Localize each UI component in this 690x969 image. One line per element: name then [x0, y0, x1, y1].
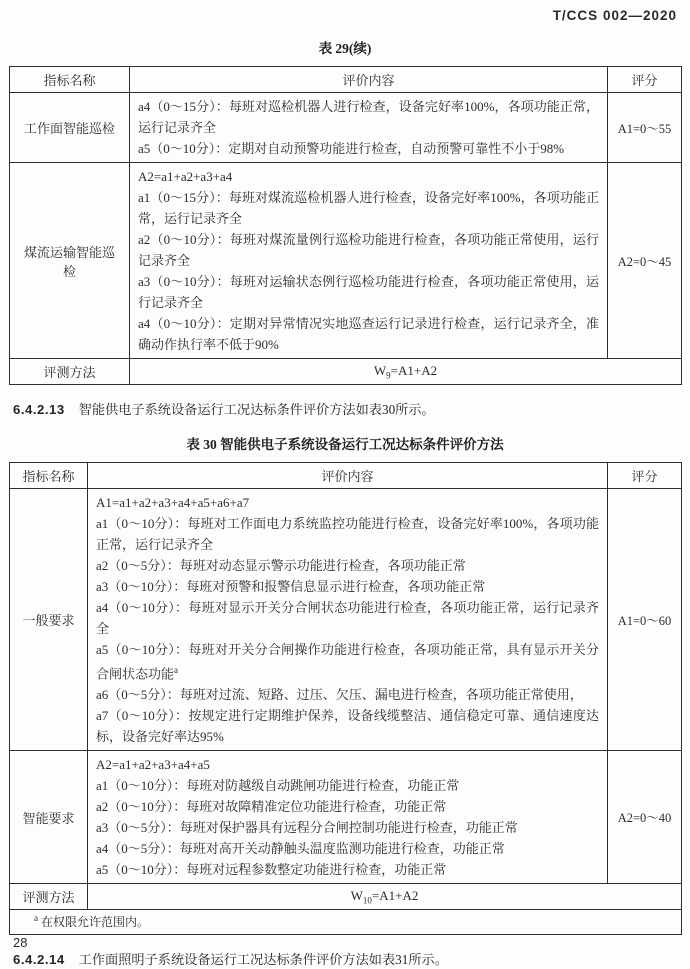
- col-header-content: 评价内容: [130, 67, 608, 93]
- criteria-cell: [88, 489, 608, 751]
- doc-code: T/CCS 002—2020: [552, 8, 677, 23]
- criteria-line: a3（0～10分）：每班对运输状态例行巡检功能进行检查，各项功能正常使用，运行记录齐全: [138, 274, 599, 310]
- col-header-score: 评分: [608, 463, 682, 489]
- criteria-line: a1（0～15分）：每班对煤流巡检机器人进行检查，设备完好率100%，各项功能正常，运行记录齐全: [138, 190, 599, 226]
- criteria-line: a5（0～10分）：定期对自动预警功能进行检查，自动预警可靠性不小于98%: [138, 141, 565, 156]
- formula-subscript: 9: [386, 370, 391, 381]
- criteria-line: a1（0～10分）：每班对防越级自动跳闸功能进行检查，功能正常: [96, 778, 460, 794]
- table29-title: 表 29(续): [318, 41, 372, 56]
- indicator-name: 煤流运输智能巡检: [10, 163, 130, 359]
- method-label: 评测方法: [10, 884, 88, 910]
- clause-text: 智能供电子系统设备运行工况达标条件评价方法如表30所示。: [78, 402, 435, 417]
- criteria-line: A1=a1+a2+a3+a4+a5+a6+a7: [96, 495, 250, 510]
- criteria-line: a4（0～10分）：定期对异常情况实地巡查运行记录进行检查，运行记录齐全，准确动作执行率不低于90%: [138, 316, 599, 352]
- table-row: [10, 93, 682, 163]
- table-row: [10, 163, 682, 359]
- clause-6-4-2-14: [13, 950, 677, 969]
- formula-subscript: 10: [362, 895, 372, 906]
- score-value: A1=0～60: [608, 489, 682, 751]
- criteria-cell: [130, 163, 608, 359]
- criteria-line: a4（0～5分）：每班对高开关动静触头温度监测功能进行检查，功能正常: [96, 841, 505, 857]
- method-formula: [130, 359, 682, 385]
- formula-rest: =A1+A2: [390, 362, 438, 378]
- formula-base: W: [350, 888, 363, 904]
- criteria-line: a5（0～10分）：每班对开关分合闸操作功能进行检查，各项功能正常，具有显示开关分合闸状态功能$^a$: [96, 642, 599, 682]
- table-row: [10, 489, 682, 751]
- footnote-marker: a: [174, 665, 179, 675]
- indicator-name: 一般要求: [10, 489, 88, 751]
- col-header-content: 评价内容: [88, 463, 608, 489]
- table-row: [10, 751, 682, 884]
- formula-base: W: [373, 362, 387, 378]
- table-footnote: [10, 910, 682, 935]
- method-formula: [88, 884, 682, 910]
- criteria-line: a2（0～5分）：每班对动态显示警示功能进行检查，各项功能正常: [96, 558, 466, 573]
- table-29: [9, 66, 682, 385]
- table30-header-row: [10, 463, 682, 489]
- criteria-cell: [130, 93, 608, 163]
- col-header-name: 指标名称: [10, 463, 88, 489]
- indicator-name: 工作面智能巡检: [10, 93, 130, 163]
- criteria-line: a3（0～5分）：每班对保护器具有远程分合闸控制功能进行检查，功能正常: [96, 820, 518, 836]
- criteria-line: a3（0～10分）：每班对预警和报警信息显示进行检查，各项功能正常: [96, 579, 486, 594]
- col-header-score: 评分: [608, 67, 682, 93]
- footnote-text: 在权限允许范围内。: [41, 915, 150, 930]
- criteria-line: a4（0～10分）：每班对显示开关分合闸状态功能进行检查，各项功能正常，运行记录齐全: [96, 600, 599, 636]
- criteria-line: a5（0～10分）：每班对远程参数整定功能进行检查，功能正常: [96, 862, 447, 878]
- method-row: [10, 884, 682, 910]
- criteria-line: a2（0～10分）：每班对煤流量例行巡检功能进行检查，各项功能正常使用，运行记录齐全: [138, 232, 599, 268]
- criteria-cell: [88, 751, 608, 884]
- criteria-line: a7（0～10分）：按规定进行定期维护保养，设备线缆整洁、通信稳定可靠、通信速度达标，设备完好率达95%: [96, 708, 599, 745]
- criteria-line: a1（0～10分）：每班对工作面电力系统监控功能进行检查，设备完好率100%，各项功能正常，运行记录齐全: [96, 516, 599, 552]
- score-value: A2=0～40: [608, 751, 682, 884]
- footnote-row: [10, 910, 682, 935]
- table29-header-row: [10, 67, 682, 93]
- score-value: A2=0～45: [608, 163, 682, 359]
- clause-text: 工作面照明子系统设备运行工况达标条件评价方法如表31所示。: [78, 952, 448, 968]
- table30-title: 表 30 智能供电子系统设备运行工况达标条件评价方法: [186, 437, 504, 452]
- criteria-line: a6（0～5分）：每班对过流、短路、过压、欠压、漏电进行检查，各项功能正常使用，: [96, 687, 583, 703]
- criteria-line: a4（0～15分）：每班对巡检机器人进行检查，设备完好率100%，各项功能正常，运行记录齐全: [138, 99, 599, 135]
- criteria-line: A2=a1+a2+a3+a4: [138, 169, 233, 184]
- table-30: [9, 462, 682, 935]
- clause-number: 6.4.2.13: [13, 402, 65, 417]
- criteria-line: A2=a1+a2+a3+a4+a5: [96, 757, 210, 773]
- clause-number: 6.4.2.14: [13, 952, 65, 968]
- method-label: 评测方法: [10, 359, 130, 385]
- score-value: A1=0～55: [608, 93, 682, 163]
- criteria-line: a2（0～10分）：每班对故障精准定位功能进行检查，功能正常: [96, 799, 447, 815]
- clause-6-4-2-13: [13, 400, 677, 419]
- page-number: 28: [13, 935, 28, 950]
- col-header-name: 指标名称: [10, 67, 130, 93]
- indicator-name: 智能要求: [10, 751, 88, 884]
- footnote-marker: a: [34, 913, 38, 924]
- formula-rest: =A1+A2: [371, 888, 419, 904]
- method-row: [10, 359, 682, 385]
